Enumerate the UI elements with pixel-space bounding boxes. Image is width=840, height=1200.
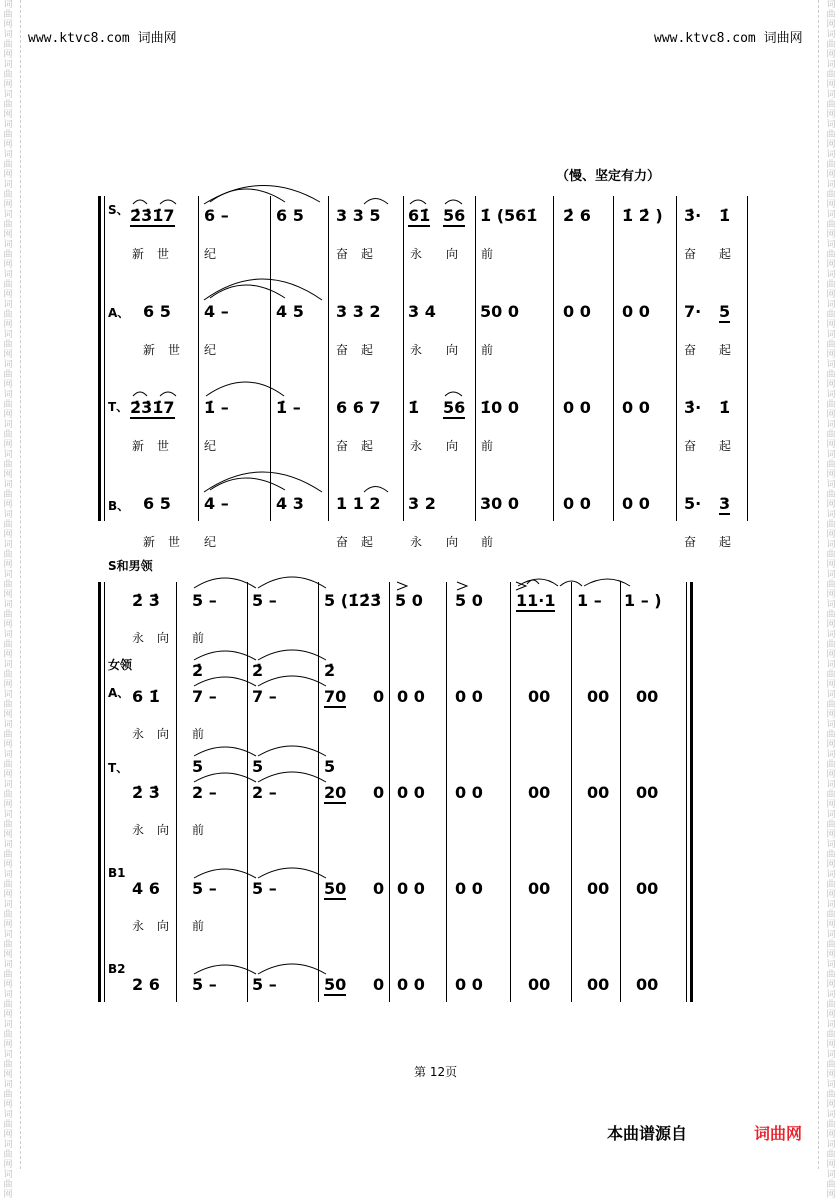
tempo-marking: （慢、坚定有力） [556,169,661,184]
note-group: 2̇ 3̇ [132,591,160,610]
part-label-alto: A、 [108,686,130,700]
note-group: 5 (1̇2̇3̇ [324,591,382,610]
tie [258,577,326,588]
note-group: 0 [373,975,385,994]
note-group: 1̇0 0 [480,398,519,417]
lyric: 奋 [684,439,697,453]
lyric: 纪 [204,535,217,549]
note-group: 5 [719,302,731,321]
note-group: 00 [528,783,551,802]
note-group: 3 3 2 [336,302,381,321]
note-group: 56 [443,398,466,417]
lyric: 前 [192,727,205,741]
note-group: 20 [324,783,347,802]
note-group: 6 5 [276,206,304,225]
lyric: 奋 [684,343,697,357]
note-group: 5 – [192,591,217,610]
lyric: 纪 [204,343,217,357]
tie [258,746,326,756]
note-group: 0 0 [397,879,425,898]
note-group: 2̇ 3̇ [132,783,160,802]
part-label-alto: A、 [108,306,130,320]
lyric: 起 [719,439,732,453]
note-group: 00 [636,687,659,706]
note-group: 0 0 [455,783,483,802]
lyric: 奋 [684,535,697,549]
slur [133,200,147,204]
lyric: 起 [361,439,374,453]
note-group: 3 3 5 [336,206,381,225]
lyric: 起 [361,535,374,549]
note-group: 6 1̇ [132,687,160,706]
tie [258,964,326,974]
note-group: 00 [587,879,610,898]
lyric: 纪 [204,247,217,261]
slur [204,472,322,492]
lyric: 新 [143,343,156,357]
tie [206,382,284,396]
note-group: 5 – [192,879,217,898]
lyric: 前 [481,535,494,549]
upper-note: 5 [192,757,204,776]
accent [516,582,526,590]
note-group: 0 0 [455,975,483,994]
note-group: 5 – [252,591,277,610]
note-group: 0 [373,687,385,706]
lyric: 永 [410,535,423,549]
source-label: 本曲谱源自 [607,1124,688,1143]
note-group: 00 [587,783,610,802]
lyric: 永 [410,439,423,453]
lyric: 前 [481,247,494,261]
note-group: 56 [443,206,466,225]
note-group: 1 – ) [624,591,662,610]
note-group: 30 0 [480,494,519,513]
lyric: 奋 [336,535,349,549]
lyric: 前 [481,343,494,357]
lyric: 向 [157,823,170,837]
tie [258,676,326,686]
part-label-soprano-male-lead: S和男领 [108,559,153,573]
note-group: 6 – [204,206,229,225]
note-group: 00 [636,975,659,994]
tie [258,772,326,782]
lyric: 奋 [336,439,349,453]
slur [364,487,388,493]
slur [160,200,176,204]
lyric: 新 [132,247,145,261]
lyric: 起 [719,247,732,261]
upper-note: 2̇ [192,661,204,680]
note-group: 3̇· [684,206,702,225]
accent [457,582,467,590]
note-group: 1̇ [408,398,420,417]
lyric: 永 [132,919,145,933]
tie [194,677,256,686]
note-group: 2 – [192,783,217,802]
note-group: 3 [719,494,731,513]
lyric: 前 [481,439,494,453]
note-group: 5 – [252,975,277,994]
header-right: www.ktvc8.com 词曲网 [654,31,803,46]
lyric: 永 [410,343,423,357]
upper-note: 5 [324,757,336,776]
note-group: 00 [636,783,659,802]
lyric: 永 [410,247,423,261]
lyric: 奋 [336,247,349,261]
part-label-tenor: T、 [108,400,129,414]
watermark-left: 词曲网词曲网词曲网词曲网词曲网词曲网词曲网词曲网词曲网词曲网词曲网词曲网词曲网词曲网词曲网词曲网词曲网词曲网词曲网词曲网词曲网词曲网词曲网词曲网词曲网词曲网词曲网词曲网词曲网词曲网词曲网词曲网词曲网词曲网词曲网词曲网词曲网词曲网词曲网词曲网 [3,0,13,1200]
lyric: 向 [157,919,170,933]
tie [258,650,326,660]
note-group: 0 0 [622,494,650,513]
slur [133,392,147,396]
watermark-right: 词曲网词曲网词曲网词曲网词曲网词曲网词曲网词曲网词曲网词曲网词曲网词曲网词曲网词曲网词曲网词曲网词曲网词曲网词曲网词曲网词曲网词曲网词曲网词曲网词曲网词曲网词曲网词曲网词曲网词曲网词曲网词曲网词曲网词曲网词曲网词曲网词曲网词曲网词曲网词曲网 [826,0,836,1200]
note-group: 50 0 [480,302,519,321]
lyric: 奋 [336,343,349,357]
part-label-soprano: S、 [108,203,129,217]
tie [584,579,630,586]
note-group: 6 6 7 [336,398,381,417]
lyric: 新 [132,439,145,453]
note-group: 5 – [252,879,277,898]
note-group: 0 [373,879,385,898]
slur [160,392,176,396]
note-group: 3̇· [684,398,702,417]
lyric: 向 [446,439,459,453]
part-label-female-lead: 女领 [108,658,133,672]
lyric: 向 [157,631,170,645]
lyric: 世 [157,439,170,453]
tie [194,747,256,756]
lyric: 起 [361,247,374,261]
note-group: 50 [324,879,347,898]
accent [397,582,407,590]
note-group: 6 5 [143,302,171,321]
note-group: 50 [324,975,347,994]
note-group: 00 [528,975,551,994]
note-group: 1 1 2 [336,494,381,513]
note-group: 5 0 [455,591,483,610]
lyric: 世 [168,535,181,549]
lyric: 前 [192,823,205,837]
lyric: 新 [143,535,156,549]
note-group: 7 – [252,687,277,706]
tie [194,578,256,588]
page-number: 第 12页 [414,1065,458,1079]
upper-note: 2̇ [324,661,336,680]
lyric: 永 [132,631,145,645]
note-group: 1̇ – [276,398,301,417]
tie [194,773,256,782]
note-group: 7· [684,302,702,321]
slur [204,279,322,300]
note-group: 5 – [192,975,217,994]
note-group: 7 – [192,687,217,706]
note-group: 6 5 [143,494,171,513]
note-group: 2̇3̇1̇7 [130,206,175,225]
note-group: 5 0 [395,591,423,610]
lyric: 起 [719,535,732,549]
upper-note: 2̇ [252,661,264,680]
lyric: 奋 [684,247,697,261]
lyric: 向 [446,535,459,549]
note-group: 5· [684,494,702,513]
note-group: 2̇ 6 [563,206,591,225]
note-group: 0 0 [455,687,483,706]
part-label-bass: B、 [108,499,130,513]
note-group: 0 0 [455,879,483,898]
note-group: 0 0 [563,302,591,321]
lyric: 向 [446,247,459,261]
lyric: 永 [132,727,145,741]
lyric: 世 [157,247,170,261]
lyric: 向 [157,727,170,741]
note-group: 2̇3̇1̇7 [130,398,175,417]
note-group: 0 0 [622,302,650,321]
tie [210,285,285,298]
note-group: 2 6 [132,975,160,994]
tie [194,651,256,660]
lyric: 向 [446,343,459,357]
lyric: 起 [719,343,732,357]
note-group: 61̇ [408,206,431,225]
slur [445,200,462,204]
lyric: 纪 [204,439,217,453]
note-group: 4 6 [132,879,160,898]
note-group: 00 [528,687,551,706]
note-group: 1̇ 2̇ ) [622,206,663,225]
note-group: 70 [324,687,347,706]
tie [194,965,256,974]
part-label-bass1: B1 [108,866,126,880]
note-group: 4 – [204,494,229,513]
note-group: 11·1 [516,591,556,610]
note-group: 1̇ [719,206,731,225]
slur [445,392,462,396]
lyric: 永 [132,823,145,837]
slur [364,199,388,205]
note-group: 0 0 [397,783,425,802]
note-group: 1̇ [719,398,731,417]
note-group: 4 – [204,302,229,321]
tie [210,478,285,490]
slur [410,200,426,204]
note-group: 4 3 [276,494,304,513]
tie [194,869,256,878]
note-group: 1̇ (561̇ [480,206,538,225]
note-group: 1̇ – [204,398,229,417]
note-group: 00 [528,879,551,898]
note-group: 2 – [252,783,277,802]
note-group: 0 0 [397,975,425,994]
brand-link[interactable]: 词曲网 [754,1124,803,1143]
note-group: 1 – [577,591,602,610]
note-group: 00 [587,687,610,706]
note-group: 0 0 [622,398,650,417]
lyric: 起 [361,343,374,357]
note-group: 4 5 [276,302,304,321]
note-group: 0 0 [563,494,591,513]
tie [258,868,326,878]
lyric: 前 [192,919,205,933]
tie [560,581,582,586]
note-group: 0 0 [563,398,591,417]
lyric: 前 [192,631,205,645]
note-group: 00 [636,879,659,898]
note-group: 00 [587,975,610,994]
header-left: www.ktvc8.com 词曲网 [28,31,177,46]
upper-note: 5 [252,757,264,776]
note-group: 0 [373,783,385,802]
note-group: 3 4 [408,302,436,321]
lyric: 世 [168,343,181,357]
part-label-tenor: T、 [108,761,129,775]
note-group: 3 2 [408,494,436,513]
part-label-bass2: B2 [108,962,126,976]
tie [210,189,285,202]
note-group: 0 0 [397,687,425,706]
